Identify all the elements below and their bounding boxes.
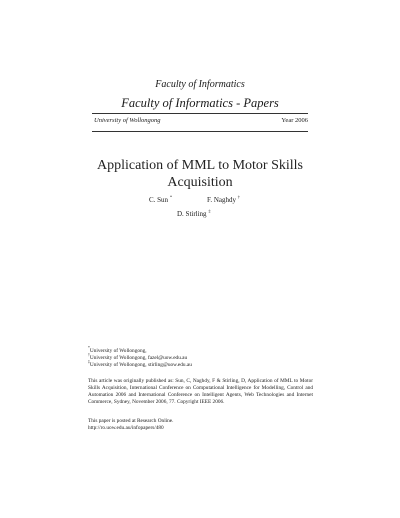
institution-name: University of Wollongong	[94, 117, 161, 124]
header-rule-bottom	[92, 131, 308, 132]
header-rule-top	[92, 113, 308, 114]
paper-url-link[interactable]: http://ro.uow.edu.au/infopapers/480	[88, 425, 164, 432]
affiliations	[88, 348, 192, 369]
faculty-name: Faculty of Informatics	[155, 79, 245, 90]
affiliation-2: †University of Wollongong, fazel@uow.edu.au	[88, 353, 188, 361]
paper-title: Application of MML to Motor Skills Acquisition	[97, 158, 303, 190]
posted-info	[88, 418, 173, 433]
publication-note: This article was originally published as: Sun, C, Naghdy, F & Stirling, D, Application of MML to Motor Skills Acquisition, International Conference on Computational Intelligence for Modelling, Control and Automation 2006 and International Conference on Intelligent Agents, Web Technologies and Internet Commerce, Sydney, November 2006, 77. Copyright IEEE 2006.	[88, 378, 313, 405]
posted-statement: This paper is posted at Research Online.	[88, 418, 174, 424]
author-1: C. Sun *	[149, 194, 173, 204]
affiliation-1: *University of Wollongong,	[88, 346, 147, 354]
series-title[interactable]: Faculty of Informatics - Papers	[121, 96, 279, 110]
author-2: F. Naghdy †	[207, 194, 240, 204]
publication-year: Year 2006	[281, 117, 308, 124]
affiliation-3: ‡University of Wollongong, stirling@uow.edu.au	[88, 360, 192, 368]
author-3: D. Stirling ‡	[177, 208, 211, 218]
